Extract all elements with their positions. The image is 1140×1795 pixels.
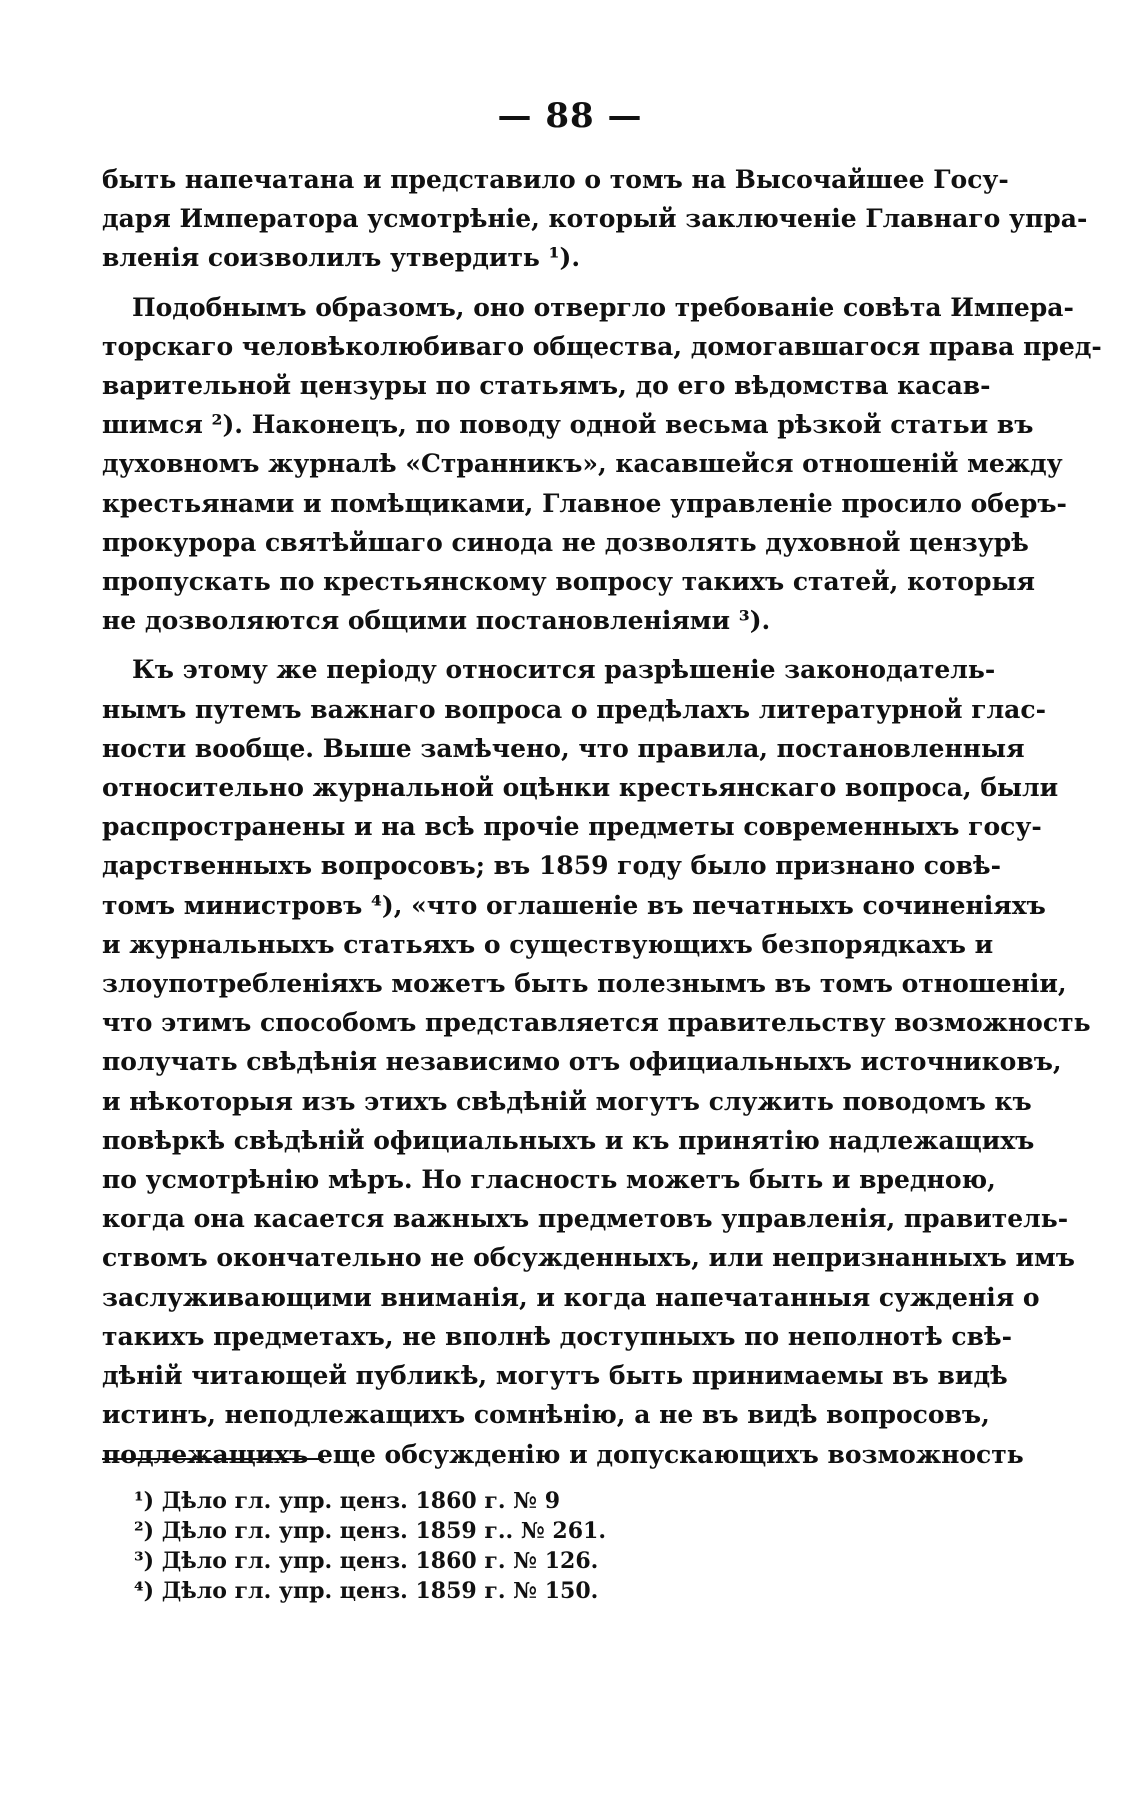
text-line: и журнальныхъ статьяхъ о существующихъ безпорядкахъ и (102, 929, 994, 959)
footnote-4: ⁴) Дѣло гл. упр. ценз. 1859 г. № 150. (134, 1578, 599, 1604)
text-line: подлежащихъ еще обсужденію и допускающихъ возможность (102, 1439, 1024, 1469)
text-line: крестьянами и помѣщиками, Главное управленіе просило оберъ- (102, 488, 1067, 518)
text-line: не дозволяются общими постановленіями ³). (102, 606, 771, 636)
text-line: относительно журнальной оцѣнки крестьянскаго вопроса, были (102, 773, 1059, 803)
text-line: такихъ предметахъ, не вполнѣ доступныхъ по неполнотѣ свѣ- (102, 1321, 1012, 1351)
text-line: вленія соизволилъ утвердить ¹). (102, 243, 581, 273)
text-line: Къ этому же періоду относится разрѣшеніе законодатель- (132, 655, 996, 685)
paragraph-2 (102, 288, 1102, 641)
text-line: когда она касается важныхъ предметовъ управленія, правитель- (102, 1204, 1069, 1234)
text-line: нымъ путемъ важнаго вопроса о предѣлахъ литературной глас- (102, 694, 1046, 724)
paragraph-1 (102, 160, 1088, 278)
text-line: повѣркѣ свѣдѣній официальныхъ и къ принятію надлежащихъ (102, 1125, 1035, 1155)
text-line: даря Императора усмотрѣніе, который заключеніе Главнаго упра- (102, 204, 1088, 234)
page-number: — 88 — (497, 96, 643, 136)
text-line: пропускать по крестьянскому вопросу такихъ статей, которыя (102, 567, 1035, 597)
paragraph-3 (102, 650, 1091, 1473)
text-line: получать свѣдѣнія независимо отъ официальныхъ источниковъ, (102, 1047, 1062, 1077)
footnote-3: ³) Дѣло гл. упр. ценз. 1860 г. № 126. (134, 1548, 599, 1574)
text-line: Подобнымъ образомъ, оно отвергло требованіе совѣта Импера- (132, 292, 1074, 322)
footnote-separator (102, 1458, 324, 1460)
paragraph-gap (102, 640, 958, 650)
footnote-2: ²) Дѣло гл. упр. ценз. 1859 г.. № 261. (134, 1518, 606, 1544)
text-line: истинъ, неподлежащихъ сомнѣнію, а не въ видѣ вопросовъ, (102, 1400, 990, 1430)
footnote-1: ¹) Дѣло гл. упр. ценз. 1860 г. № 9 (134, 1488, 561, 1514)
body-text (102, 160, 1102, 1474)
text-line: томъ министровъ ⁴), «что оглашеніе въ печатныхъ сочиненіяхъ (102, 890, 1046, 920)
text-line: дѣній читающей публикѣ, могутъ быть принимаемы въ видѣ (102, 1361, 1008, 1391)
text-line: шимся ²). Наконецъ, по поводу одной весьма рѣзкой статьи въ (102, 410, 1034, 440)
text-line: ствомъ окончательно не обсужденныхъ, или непризнанныхъ имъ (102, 1243, 1075, 1273)
text-line: что этимъ способомъ представляется правительству возможность (102, 1008, 1091, 1038)
text-line: заслуживающими вниманія, и когда напечатанныя сужденія о (102, 1282, 1040, 1312)
text-line: ности вообще. Выше замѣчено, что правила, постановленныя (102, 733, 1025, 763)
text-line: духовномъ журналѣ «Странникъ», касавшейся отношеній между (102, 449, 1063, 479)
paragraph-gap (102, 278, 958, 288)
text-line: быть напечатана и представило о томъ на Высочайшее Госу- (102, 165, 1009, 194)
text-line: торскаго человѣколюбиваго общества, домогавшагося права пред- (102, 331, 1102, 361)
footnotes (134, 1486, 606, 1606)
text-line: прокурора святѣйшаго синода не дозволять духовной цензурѣ (102, 527, 1029, 557)
text-line: злоупотребленіяхъ можетъ быть полезнымъ въ томъ отношеніи, (102, 969, 1067, 999)
text-line: по усмотрѣнію мѣръ. Но гласность можетъ быть и вредною, (102, 1165, 996, 1195)
text-line: варительной цензуры по статьямъ, до его вѣдомства касав- (102, 371, 991, 401)
text-line: дарственныхъ вопросовъ; въ 1859 году было признано совѣ- (102, 851, 1001, 881)
text-line: распространены и на всѣ прочіе предметы современныхъ госу- (102, 812, 1042, 842)
text-line: и нѣкоторыя изъ этихъ свѣдѣній могутъ служить поводомъ къ (102, 1086, 1032, 1116)
